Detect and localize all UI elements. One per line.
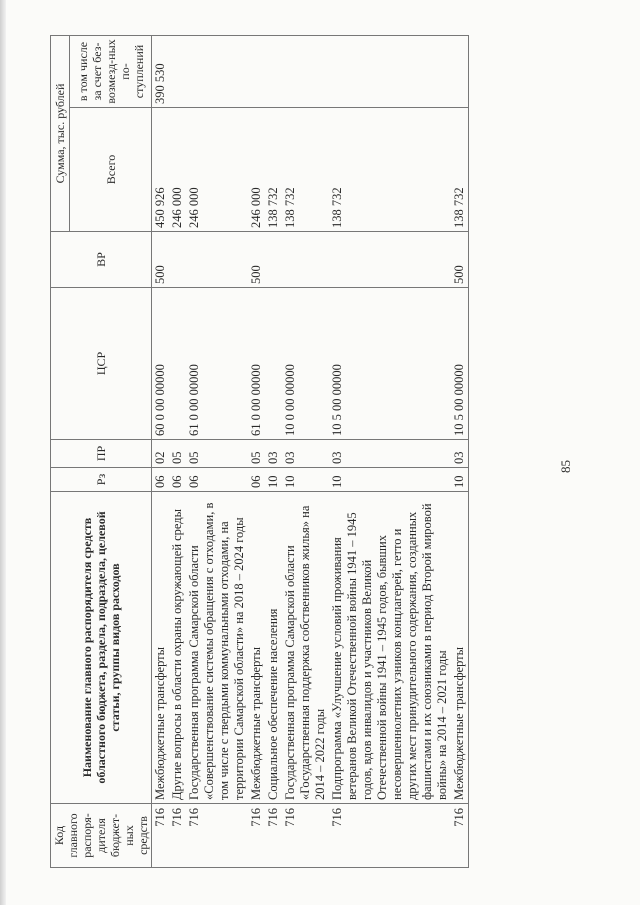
table-row (282, 36, 329, 868)
header-pr: ПР (51, 440, 152, 468)
cell-incl (451, 36, 469, 108)
header-vr: ВР (51, 232, 152, 288)
cell-incl (186, 36, 248, 108)
cell-code: 716 (451, 804, 469, 868)
header-incl: в том числе за счет без-возмезд-ных по-ступлений (70, 36, 152, 108)
cell-total: 138 732 (451, 108, 469, 232)
cell-name: Другие вопросы в области охраны окружающей среды (169, 492, 186, 804)
table-row (186, 36, 248, 868)
cell-code: 716 (329, 804, 451, 868)
cell-incl: 390 530 (152, 36, 170, 108)
cell-pr: 05 (186, 440, 248, 468)
cell-vr: 500 (152, 232, 170, 288)
header-name: Наименование главного распорядителя средств областного бюджета, раздела, подраздела, целевой статьи, группы видов расходов (51, 492, 152, 804)
cell-rz: 10 (329, 468, 451, 492)
cell-code: 716 (186, 804, 248, 868)
page-number: 85 (558, 460, 573, 473)
cell-csr: 10 0 00 00000 (282, 288, 329, 440)
cell-incl (169, 36, 186, 108)
cell-name: Государственная программа Самарской области «Государственная поддержка собственников жилья» на 2014 – 2022 годы (282, 492, 329, 804)
header-sum-group: Сумма, тыс. рублей (51, 36, 70, 232)
cell-name: Межбюджетные трансферты (451, 492, 469, 804)
cell-code: 716 (169, 804, 186, 868)
table-body (152, 36, 469, 868)
cell-rz: 10 (282, 468, 329, 492)
cell-total: 138 732 (282, 108, 329, 232)
cell-code: 716 (152, 804, 170, 868)
cell-pr: 03 (329, 440, 451, 468)
rotated-document-page (50, 36, 598, 868)
cell-total: 138 732 (329, 108, 451, 232)
cell-vr: 500 (451, 232, 469, 288)
cell-name: Социальное обеспечение населения (265, 492, 282, 804)
header-csr: ЦСР (51, 288, 152, 440)
cell-total: 246 000 (169, 108, 186, 232)
cell-vr (282, 232, 329, 288)
cell-incl (282, 36, 329, 108)
cell-csr: 60 0 00 00000 (152, 288, 170, 440)
page-edge-shadow (0, 0, 6, 905)
cell-name: Межбюджетные трансферты (248, 492, 265, 804)
cell-total: 246 000 (248, 108, 265, 232)
cell-csr: 61 0 00 00000 (186, 288, 248, 440)
table-row (152, 36, 170, 868)
budget-table (50, 35, 469, 868)
table-row (169, 36, 186, 868)
cell-rz: 06 (152, 468, 170, 492)
cell-incl (248, 36, 265, 108)
cell-incl (265, 36, 282, 108)
cell-csr: 10 5 00 00000 (451, 288, 469, 440)
cell-pr: 05 (248, 440, 265, 468)
table-row (451, 36, 469, 868)
cell-csr (169, 288, 186, 440)
cell-rz: 10 (265, 468, 282, 492)
table-row (265, 36, 282, 868)
cell-pr: 03 (265, 440, 282, 468)
cell-csr: 10 5 00 00000 (329, 288, 451, 440)
cell-vr: 500 (248, 232, 265, 288)
header-rz: Рз (51, 468, 152, 492)
cell-csr (265, 288, 282, 440)
cell-pr: 03 (451, 440, 469, 468)
cell-vr (329, 232, 451, 288)
cell-pr: 03 (282, 440, 329, 468)
cell-name: Межбюджетные трансферты (152, 492, 170, 804)
cell-name: Государственная программа Самарской области «Совершенствование системы обращения с отходами, в том числе с твердыми коммунальными отходами, на территории Самарской области» на 2018 – 2024 годы (186, 492, 248, 804)
cell-vr (265, 232, 282, 288)
cell-vr (186, 232, 248, 288)
cell-rz: 06 (169, 468, 186, 492)
cell-total: 138 732 (265, 108, 282, 232)
cell-total: 246 000 (186, 108, 248, 232)
cell-pr: 05 (169, 440, 186, 468)
cell-total: 450 926 (152, 108, 170, 232)
header-total: Всего (70, 108, 152, 232)
cell-incl (329, 36, 451, 108)
cell-vr (169, 232, 186, 288)
table-header (51, 36, 152, 868)
cell-rz: 06 (186, 468, 248, 492)
cell-code: 716 (248, 804, 265, 868)
cell-pr: 02 (152, 440, 170, 468)
cell-name: Подпрограмма «Улучшение условий проживания ветеранов Великой Отечественной войны 1941 – 1945 годов, вдов инвалидов и участников Великой Отечественной войны 1941 – 1945 годов, бывших несовершеннолетних узников концлагерей, гетто и других мест принудительного содержания, созданных фашистами и их союзниками в период Второй мировой войны» на 2014 – 2021 годы (329, 492, 451, 804)
table-row (248, 36, 265, 868)
cell-code: 716 (265, 804, 282, 868)
cell-csr: 61 0 00 00000 (248, 288, 265, 440)
cell-rz: 06 (248, 468, 265, 492)
header-code: Код главного распоря-дителя бюджет-ных средств (51, 804, 152, 868)
table-row (329, 36, 451, 868)
cell-rz: 10 (451, 468, 469, 492)
cell-code: 716 (282, 804, 329, 868)
